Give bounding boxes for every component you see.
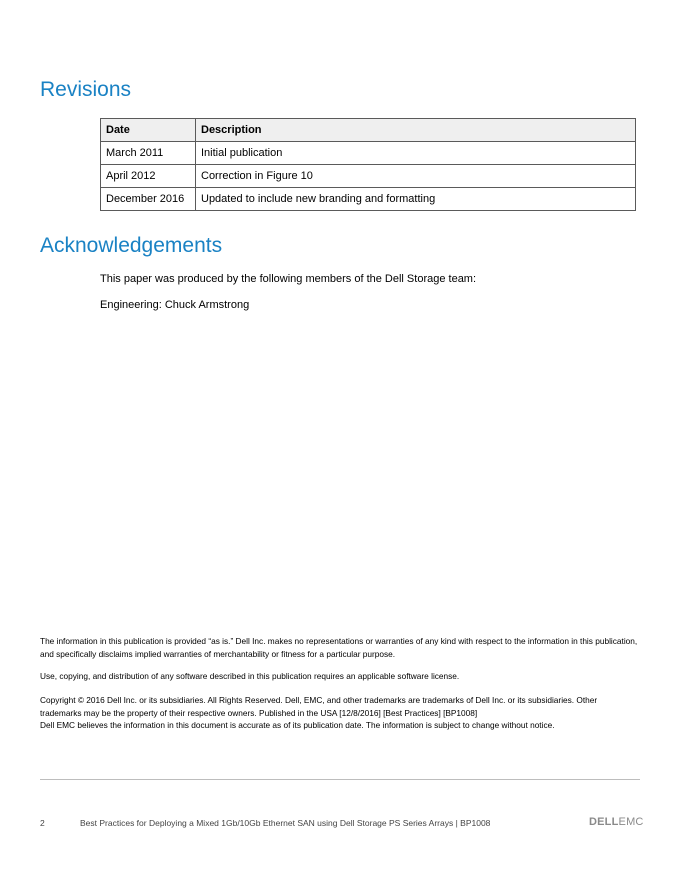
revision-description: Initial publication bbox=[196, 142, 636, 165]
logo-dell-text: DELL bbox=[589, 816, 619, 828]
table-row bbox=[101, 165, 636, 188]
footer-title: Best Practices for Deploying a Mixed 1Gb/10Gb Ethernet SAN using Dell Storage PS Series Arrays | BP1008 bbox=[80, 818, 491, 828]
revisions-table bbox=[100, 118, 636, 211]
footer-divider bbox=[40, 779, 640, 780]
acknowledgements-intro: This paper was produced by the following members of the Dell Storage team: bbox=[100, 273, 477, 285]
revision-description: Correction in Figure 10 bbox=[196, 165, 636, 188]
acknowledgements-heading: Acknowledgements bbox=[40, 234, 223, 257]
table-row bbox=[101, 142, 636, 165]
table-row bbox=[101, 188, 636, 211]
page-number: 2 bbox=[40, 818, 45, 828]
accuracy-notice: Dell EMC believes the information in this document is accurate as of its publication date. The information is subject to change without notice. bbox=[40, 720, 555, 730]
revision-date: April 2012 bbox=[101, 165, 196, 188]
revisions-heading: Revisions bbox=[40, 78, 132, 101]
dell-emc-logo bbox=[589, 816, 644, 828]
revision-date: December 2016 bbox=[101, 188, 196, 211]
revision-date: March 2011 bbox=[101, 142, 196, 165]
column-header-date: Date bbox=[101, 119, 196, 142]
column-header-description: Description bbox=[196, 119, 636, 142]
legal-copyright bbox=[40, 694, 640, 732]
revision-description: Updated to include new branding and formatting bbox=[196, 188, 636, 211]
legal-disclaimer: The information in this publication is provided “as is.” Dell Inc. makes no representations or warranties of any kind with respect to the information in this publication, and specifically disclaims implied warranties of merchantability or fitness for a particular purpose. bbox=[40, 636, 638, 659]
legal-software-license: Use, copying, and distribution of any software described in this publication requires an applicable software license. bbox=[40, 671, 460, 681]
logo-emc-text: EMC bbox=[618, 816, 644, 828]
copyright-line: Copyright © 2016 Dell Inc. or its subsidiaries. All Rights Reserved. Dell, EMC, and other trademarks are trademarks of Dell Inc. or its subsidiaries. Other trademarks may be the property of their respective owners. Published in the USA [12/8/2016] [Best Practices] [BP1008] bbox=[40, 695, 598, 718]
table-header-row bbox=[101, 119, 636, 142]
acknowledgements-engineering: Engineering: Chuck Armstrong bbox=[100, 299, 250, 311]
